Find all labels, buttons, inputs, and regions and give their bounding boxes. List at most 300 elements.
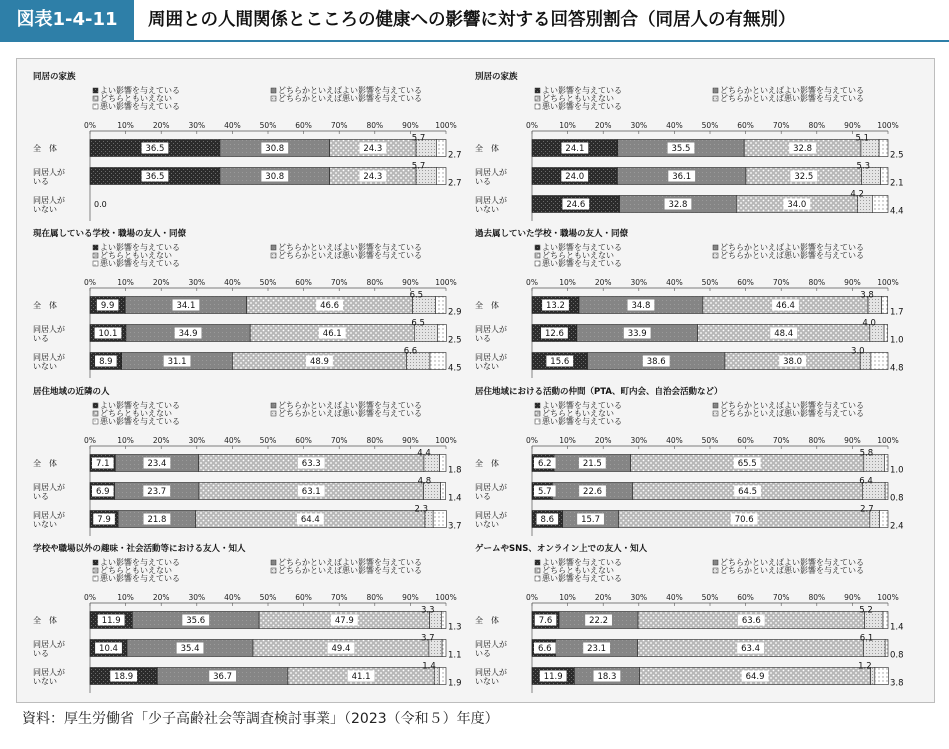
bar-segment <box>433 511 446 528</box>
legend-label: よい影響を与えている <box>542 86 622 95</box>
category-label: 同居人がいる <box>33 483 65 501</box>
value-label: 38.0 <box>783 357 803 367</box>
value-label: 6.9 <box>96 487 110 497</box>
bar-segment <box>883 612 888 629</box>
x-tick-label: 70% <box>330 121 348 130</box>
x-tick-label: 30% <box>188 278 206 287</box>
x-tick-label: 70% <box>772 593 790 602</box>
category-label: 同居人がいない <box>33 196 65 214</box>
legend-swatch <box>713 253 718 258</box>
value-label: 4.8 <box>890 363 904 374</box>
value-label: 11.9 <box>543 672 563 682</box>
value-label: 1.4 <box>890 622 904 633</box>
value-label: 46.1 <box>322 329 342 339</box>
value-label: 34.1 <box>176 301 196 311</box>
x-tick-label: 0% <box>84 436 96 445</box>
value-label: 6.6 <box>538 644 552 654</box>
value-label: 4.8 <box>417 476 432 487</box>
value-label: 24.3 <box>363 144 383 154</box>
value-label: 6.5 <box>409 290 424 301</box>
legend-label: どちらかといえば悪い影響を与えている <box>278 566 422 575</box>
chart-3 <box>33 228 462 378</box>
value-label: 5.7 <box>411 133 426 144</box>
value-label: 2.7 <box>448 178 462 189</box>
legend-swatch <box>713 411 718 416</box>
x-tick-label: 40% <box>666 121 683 130</box>
x-tick-label: 100% <box>435 121 457 130</box>
legend-swatch <box>93 576 98 581</box>
legend-swatch <box>535 411 540 416</box>
x-tick-label: 10% <box>559 278 576 287</box>
x-tick-label: 0% <box>84 593 96 602</box>
x-tick-label: 100% <box>877 278 899 287</box>
x-tick-label: 30% <box>630 436 648 445</box>
x-tick-label: 40% <box>666 278 683 287</box>
legend-label: どちらかといえばよい影響を与えている <box>720 86 864 95</box>
x-tick-label: 50% <box>259 593 277 602</box>
value-label: 35.6 <box>186 616 206 626</box>
legend-label: どちらかといえばよい影響を与えている <box>278 86 422 95</box>
x-tick-label: 50% <box>701 436 719 445</box>
value-label: 6.1 <box>859 633 874 644</box>
chart-title: ゲームやSNS、オンライン上での友人・知人 <box>475 544 648 554</box>
category-label: 全 体 <box>475 301 499 310</box>
legend-label: 悪い影響を与えている <box>100 417 180 426</box>
x-tick-label: 40% <box>224 278 241 287</box>
x-tick-label: 50% <box>701 593 719 602</box>
value-label: 1.4 <box>422 661 436 672</box>
value-label: 36.5 <box>145 172 165 182</box>
bar-segment <box>882 297 888 314</box>
legend-label: どちらともいえない <box>542 409 614 418</box>
chart-panel <box>16 58 935 703</box>
x-tick-label: 10% <box>117 593 134 602</box>
value-label: 18.9 <box>114 672 134 682</box>
bar-segment <box>441 612 446 629</box>
legend-label: 悪い影響を与えている <box>100 102 180 111</box>
legend-label: どちらかといえば悪い影響を与えている <box>720 566 864 575</box>
x-tick-label: 20% <box>152 278 170 287</box>
bar-segment <box>440 455 446 472</box>
value-label: 12.6 <box>544 329 564 339</box>
chart-8 <box>475 543 904 693</box>
header-rule <box>0 40 949 42</box>
legend-label: どちらともいえない <box>542 566 614 575</box>
value-label: 4.5 <box>448 363 462 374</box>
x-tick-label: 70% <box>772 436 790 445</box>
value-label: 1.4 <box>448 493 462 504</box>
x-tick-label: 0% <box>84 121 96 130</box>
value-label: 0.8 <box>890 493 904 504</box>
legend-label: よい影響を与えている <box>542 401 622 410</box>
legend-swatch <box>93 419 98 424</box>
x-tick-label: 60% <box>295 436 312 445</box>
legend-swatch <box>93 261 98 266</box>
value-label: 1.9 <box>448 678 462 689</box>
value-label: 63.6 <box>741 616 761 626</box>
value-label: 3.8 <box>890 678 904 689</box>
value-label: 32.8 <box>668 200 688 210</box>
x-tick-label: 90% <box>402 593 419 602</box>
legend-swatch <box>271 96 276 101</box>
value-label: 23.4 <box>147 459 167 469</box>
x-tick-label: 70% <box>772 121 790 130</box>
legend-label: どちらともいえない <box>100 566 172 575</box>
bar-segment <box>884 325 888 342</box>
category-label: 同居人がいない <box>33 353 65 371</box>
value-label: 35.4 <box>180 644 200 654</box>
legend-swatch <box>93 88 98 93</box>
legend-swatch <box>713 560 718 565</box>
x-tick-label: 80% <box>808 436 826 445</box>
chart-5 <box>33 386 462 536</box>
value-label: 6.4 <box>859 476 873 487</box>
legend-label: どちらかといえばよい影響を与えている <box>278 558 422 567</box>
x-tick-label: 0% <box>84 278 96 287</box>
x-tick-label: 0% <box>526 121 538 130</box>
x-tick-label: 0% <box>526 436 538 445</box>
category-label: 同居人がいる <box>33 640 65 658</box>
x-tick-label: 20% <box>152 121 170 130</box>
category-label: 同居人がいる <box>33 325 65 343</box>
legend-label: どちらかといえばよい影響を与えている <box>720 401 864 410</box>
value-label: 36.5 <box>145 144 165 154</box>
value-label: 24.0 <box>565 172 585 182</box>
value-label: 34.0 <box>787 200 807 210</box>
legend-swatch <box>93 411 98 416</box>
value-label: 6.5 <box>411 318 425 329</box>
value-label: 2.9 <box>448 307 462 318</box>
x-tick-label: 100% <box>877 436 899 445</box>
x-tick-label: 10% <box>117 121 134 130</box>
value-label: 35.5 <box>671 144 691 154</box>
x-tick-label: 20% <box>594 278 612 287</box>
figure-header <box>0 0 949 40</box>
x-tick-label: 10% <box>117 436 134 445</box>
x-tick-label: 90% <box>844 278 861 287</box>
category-label: 全 体 <box>475 144 499 153</box>
category-label: 全 体 <box>475 616 499 625</box>
value-label: 2.5 <box>890 150 904 161</box>
x-tick-label: 30% <box>188 121 206 130</box>
chart-title: 別居の家族 <box>475 72 518 82</box>
value-label: 2.7 <box>448 150 462 161</box>
legend-label: よい影響を与えている <box>100 401 180 410</box>
x-tick-label: 60% <box>737 278 754 287</box>
x-tick-label: 30% <box>630 278 648 287</box>
x-tick-label: 70% <box>330 436 348 445</box>
value-label: 31.1 <box>167 357 187 367</box>
legend-label: よい影響を与えている <box>100 243 180 252</box>
charts-canvas <box>17 59 934 702</box>
legend-label: どちらかといえば悪い影響を与えている <box>278 94 422 103</box>
value-label: 5.1 <box>855 133 870 144</box>
value-label: 23.1 <box>587 644 607 654</box>
legend-swatch <box>713 245 718 250</box>
category-label: 同居人がいない <box>475 196 507 214</box>
legend-swatch <box>271 411 276 416</box>
x-tick-label: 10% <box>559 121 576 130</box>
value-label: 4.0 <box>862 318 876 329</box>
x-tick-label: 40% <box>224 593 241 602</box>
bar-segment <box>879 140 888 157</box>
bar-segment <box>430 353 446 370</box>
value-label: 64.4 <box>300 515 320 525</box>
bar-segment <box>884 455 888 472</box>
x-tick-label: 30% <box>630 593 648 602</box>
legend-label: どちらかといえばよい影響を与えている <box>720 243 864 252</box>
bar-segment <box>885 483 888 500</box>
value-label: 30.8 <box>265 172 285 182</box>
x-tick-label: 0% <box>526 593 538 602</box>
bar-segment <box>437 325 446 342</box>
bar-segment <box>872 196 888 213</box>
value-label: 64.5 <box>738 487 758 497</box>
category-label: 同居人がいる <box>475 325 507 343</box>
legend-swatch <box>535 261 540 266</box>
legend-swatch <box>93 568 98 573</box>
value-label: 1.0 <box>890 335 904 346</box>
x-tick-label: 20% <box>152 436 170 445</box>
value-label: 48.4 <box>774 329 794 339</box>
bar-note: 0.0 <box>94 200 107 209</box>
x-tick-label: 40% <box>224 121 241 130</box>
category-label: 全 体 <box>475 459 499 468</box>
legend-label: どちらともいえない <box>100 409 172 418</box>
value-label: 2.4 <box>890 521 904 532</box>
category-label: 全 体 <box>33 459 57 468</box>
x-tick-label: 10% <box>559 593 576 602</box>
x-tick-label: 90% <box>402 121 419 130</box>
value-label: 33.9 <box>627 329 647 339</box>
value-label: 2.5 <box>448 335 462 346</box>
value-label: 36.7 <box>213 672 233 682</box>
legend-label: 悪い影響を与えている <box>542 259 622 268</box>
value-label: 24.1 <box>565 144 585 154</box>
value-label: 64.9 <box>745 672 765 682</box>
bar-segment <box>885 640 888 657</box>
x-tick-label: 90% <box>402 278 419 287</box>
x-tick-label: 20% <box>594 436 612 445</box>
x-tick-label: 100% <box>435 436 457 445</box>
x-tick-label: 50% <box>701 278 719 287</box>
category-label: 同居人がいない <box>475 511 507 529</box>
value-label: 3.3 <box>420 605 435 616</box>
value-label: 24.6 <box>566 200 586 210</box>
legend-swatch <box>713 88 718 93</box>
chart-2 <box>475 71 904 221</box>
value-label: 7.1 <box>96 459 110 469</box>
legend-swatch <box>93 253 98 258</box>
source-note: 資料：厚生労働省「少子高齢社会等調査検討事業」（2023（令和５）年度） <box>22 711 499 727</box>
value-label: 36.1 <box>672 172 692 182</box>
category-label: 全 体 <box>33 301 57 310</box>
legend-swatch <box>535 104 540 109</box>
value-label: 21.8 <box>147 515 167 525</box>
x-tick-label: 80% <box>366 278 384 287</box>
x-tick-label: 80% <box>808 593 826 602</box>
value-label: 15.7 <box>581 515 601 525</box>
legend-label: 悪い影響を与えている <box>542 574 622 583</box>
value-label: 4.2 <box>850 189 864 200</box>
value-label: 6.2 <box>538 459 552 469</box>
category-label: 全 体 <box>33 616 57 625</box>
category-label: 同居人がいない <box>475 353 507 371</box>
bar-segment <box>871 353 888 370</box>
value-label: 10.1 <box>98 329 118 339</box>
bar-segment <box>881 168 888 185</box>
chart-title: 現在属している学校・職場の友人・同僚 <box>33 229 187 239</box>
x-tick-label: 80% <box>366 121 384 130</box>
legend-swatch <box>713 568 718 573</box>
value-label: 5.8 <box>859 448 874 459</box>
legend-label: どちらかといえば悪い影響を与えている <box>720 94 864 103</box>
x-tick-label: 100% <box>877 121 899 130</box>
value-label: 70.6 <box>734 515 754 525</box>
value-label: 7.6 <box>538 616 553 626</box>
value-label: 3.7 <box>420 633 435 644</box>
value-label: 5.7 <box>411 161 426 172</box>
category-label: 同居人がいる <box>33 168 65 186</box>
legend-swatch <box>535 576 540 581</box>
value-label: 63.4 <box>741 644 761 654</box>
value-label: 5.3 <box>856 161 871 172</box>
value-label: 34.9 <box>178 329 198 339</box>
chart-title: 過去属していた学校・職場の友人・同僚 <box>475 229 629 239</box>
value-label: 15.6 <box>550 357 570 367</box>
bar-segment <box>439 668 446 685</box>
figure-label: 図表1-4-11 <box>0 0 134 40</box>
value-label: 3.7 <box>448 521 462 532</box>
value-label: 46.6 <box>320 301 340 311</box>
chart-6 <box>475 386 904 536</box>
value-label: 1.7 <box>890 307 904 318</box>
x-tick-label: 30% <box>630 121 648 130</box>
legend-swatch <box>271 245 276 250</box>
legend-swatch <box>535 245 540 250</box>
x-tick-label: 90% <box>402 436 419 445</box>
legend-label: どちらかといえば悪い影響を与えている <box>278 409 422 418</box>
x-tick-label: 40% <box>224 436 241 445</box>
x-tick-label: 50% <box>259 121 277 130</box>
value-label: 47.9 <box>334 616 354 626</box>
category-label: 同居人がいる <box>475 168 507 186</box>
chart-1 <box>33 71 462 221</box>
x-tick-label: 80% <box>366 436 384 445</box>
category-label: 同居人がいる <box>475 483 507 501</box>
x-tick-label: 0% <box>526 278 538 287</box>
bar-segment <box>436 168 446 185</box>
legend-label: どちらかといえば悪い影響を与えている <box>720 251 864 260</box>
chart-title: 同居の家族 <box>33 72 76 82</box>
category-label: 同居人がいない <box>33 511 65 529</box>
legend-swatch <box>535 403 540 408</box>
value-label: 10.4 <box>99 644 118 654</box>
x-tick-label: 60% <box>737 121 754 130</box>
value-label: 38.6 <box>646 357 666 367</box>
value-label: 5.2 <box>859 605 873 616</box>
legend-swatch <box>271 568 276 573</box>
x-tick-label: 60% <box>737 593 754 602</box>
bar-segment <box>875 668 889 685</box>
value-label: 63.1 <box>301 487 321 497</box>
legend-label: 悪い影響を与えている <box>100 259 180 268</box>
legend-label: 悪い影響を与えている <box>100 574 180 583</box>
value-label: 4.4 <box>890 206 904 217</box>
x-tick-label: 70% <box>330 593 348 602</box>
figure-title: 周囲との人間関係とこころの健康への影響に対する回答別割合（同居人の有無別） <box>148 10 796 30</box>
legend-swatch <box>713 403 718 408</box>
chart-title: 居住地域の近隣の人 <box>33 387 110 397</box>
value-label: 32.5 <box>794 172 814 182</box>
value-label: 63.3 <box>301 459 321 469</box>
value-label: 3.0 <box>851 346 865 357</box>
x-tick-label: 20% <box>594 593 612 602</box>
value-label: 22.6 <box>583 487 602 497</box>
value-label: 7.9 <box>97 515 111 525</box>
value-label: 8.9 <box>99 357 113 367</box>
x-tick-label: 90% <box>844 121 861 130</box>
value-label: 0.8 <box>890 650 904 661</box>
legend-label: どちらともいえない <box>100 251 172 260</box>
legend-swatch <box>535 88 540 93</box>
bar-segment <box>442 640 446 657</box>
bar-segment <box>436 297 446 314</box>
legend-label: よい影響を与えている <box>542 243 622 252</box>
chart-title: 学校や職場以外の趣味・社会活動等における友人・知人 <box>33 544 246 554</box>
legend-swatch <box>713 96 718 101</box>
value-label: 3.8 <box>860 290 874 301</box>
legend-label: どちらともいえない <box>100 94 172 103</box>
legend-swatch <box>271 88 276 93</box>
value-label: 65.5 <box>737 459 757 469</box>
x-tick-label: 50% <box>259 436 277 445</box>
x-tick-label: 70% <box>330 278 348 287</box>
value-label: 1.2 <box>858 661 872 672</box>
x-tick-label: 40% <box>666 593 683 602</box>
x-tick-label: 60% <box>737 436 754 445</box>
legend-label: よい影響を与えている <box>100 558 180 567</box>
x-tick-label: 90% <box>844 436 861 445</box>
legend-label: どちらかといえば悪い影響を与えている <box>720 409 864 418</box>
x-tick-label: 60% <box>295 593 312 602</box>
x-tick-label: 20% <box>152 593 170 602</box>
value-label: 46.4 <box>776 301 795 311</box>
chart-4 <box>475 228 904 378</box>
legend-label: どちらかといえばよい影響を与えている <box>720 558 864 567</box>
x-tick-label: 80% <box>366 593 384 602</box>
legend-swatch <box>535 568 540 573</box>
value-label: 1.8 <box>448 465 462 476</box>
value-label: 2.1 <box>890 178 904 189</box>
x-tick-label: 90% <box>844 593 861 602</box>
x-tick-label: 60% <box>295 278 312 287</box>
category-label: 全 体 <box>33 144 57 153</box>
legend-label: どちらともいえない <box>542 251 614 260</box>
value-label: 18.3 <box>597 672 617 682</box>
value-label: 1.1 <box>448 650 462 661</box>
value-label: 34.8 <box>631 301 651 311</box>
x-tick-label: 60% <box>295 121 312 130</box>
legend-swatch <box>535 96 540 101</box>
legend-swatch <box>271 253 276 258</box>
x-tick-label: 50% <box>259 278 277 287</box>
x-tick-label: 80% <box>808 121 826 130</box>
legend-swatch <box>93 403 98 408</box>
chart-title: 居住地域における活動の仲間（PTA、町内会、自治会活動など） <box>475 387 723 397</box>
value-label: 48.9 <box>309 357 329 367</box>
x-tick-label: 10% <box>559 436 576 445</box>
